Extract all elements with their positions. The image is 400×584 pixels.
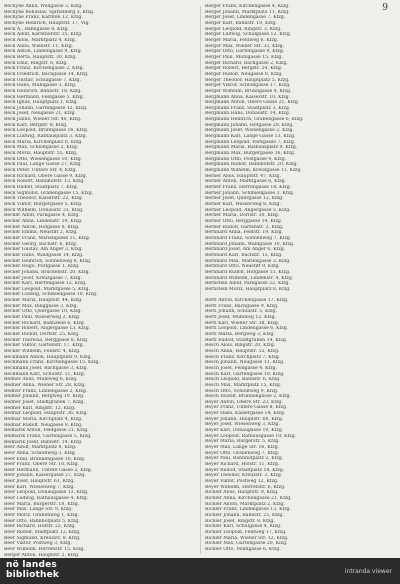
directory-entry: Bergmann Otto, Postgasse 4, Kfzg. — [205, 156, 287, 162]
directory-entry: Berner Franz, Herrengasse 18, Kfzg. — [205, 185, 292, 190]
directory-entry: Becker Theresia, Berggasse 8, Kfzg. — [4, 337, 89, 343]
directory-entry: Berner Otto, Berggasse 14, Kfzg. — [205, 218, 283, 224]
directory-entry: Bergmann Hans, Donaustr. 14, Kfzg. — [205, 111, 291, 117]
directory-entry: Beer Hermann, Untere Gasse 2, Kfzg. — [4, 467, 93, 473]
directory-entry: Beer Viktor, Postweg 3, Kfzg. — [4, 541, 72, 547]
directory-entry: Bednar Leopold, Hauptstr. 36, Kfzg. — [4, 411, 88, 417]
directory-entry: Bedner Anna, Wiener Str. 28, Kfzg. — [4, 382, 86, 388]
directory-entry: Beer Richard, Hofstr. 22, Kfzg. — [4, 524, 76, 530]
directory-entry: Bergmann Josef, Wiesengasse 2, Kfzg. — [205, 128, 295, 134]
directory-entry: Beck Anna, Wienstr. 11, Kfzg. — [4, 43, 74, 49]
directory-entry: Besch Karl, Gartengasse 18, Kfzg. — [205, 371, 285, 377]
directory-entry: Berger Otto, Gartengasse 9, Kfzg. — [205, 49, 285, 55]
directory-entry: Bichler Johann, Bahnstr. 25, Kfzg. — [205, 512, 284, 518]
directory-entry: Beck Hermann, Feldgasse 5, Kfzg. — [4, 94, 85, 100]
page-number: 9 — [382, 3, 388, 13]
directory-entry: Beck Anton, Lindengasse 9, Kfzg. — [4, 49, 83, 55]
directory-entry: Beck Wilhelm, Donaustr. 31, Kfzg. — [4, 207, 84, 213]
directory-entry: Besch Rudolf, Brunnengasse 2, Kfzg. — [205, 394, 291, 400]
directory-entry: Beer Johann, Kaisergasse 27, Kfzg. — [4, 473, 86, 479]
directory-entry: Bichler Anton, Marktplatz 2, Kfzg. — [205, 501, 285, 507]
logo-line-2: bibliothek — [6, 570, 60, 580]
directory-entry: Besch Johann, Neugasse 11, Kfzg. — [205, 360, 285, 366]
directory-entry: Becker Emma, Neustift 2, Kfzg. — [4, 230, 78, 236]
directory-entry: Beyer Anton, Obere Str. 23, Kfzg. — [205, 399, 283, 405]
directory-entry: Bertl Maria, Bergweg 3, Kfzg. — [205, 331, 275, 337]
directory-entry: Beck Max, Schloßgasse 2, Kfzg. — [4, 145, 79, 151]
directory-entry: Bednarik Franz, Gartengasse 5, Kfzg. — [4, 433, 92, 439]
directory-entry: Beck A., Bahngasse 8, Kfzg. — [4, 26, 70, 32]
directory-entry: Beck Hans, Mühlgasse 3, Kfzg. — [4, 83, 77, 89]
directory-column-right-lower — [205, 298, 395, 553]
directory-entry: Bechyně Heinrich, Hauptstr. 17, Vlg. — [4, 20, 90, 26]
directory-entry: Berger Robert, Bergstr. 24, Kfzg. — [205, 66, 283, 72]
directory-entry: Bergmann Johann, Hofgasse 28, Kfzg. — [205, 122, 294, 128]
directory-entry: Bednarik Josef, Bahnstr. 14, Kfzg. — [4, 439, 83, 445]
directory-entry: Bernhard Otto, Neustift 9, Kfzg. — [205, 264, 280, 270]
directory-entry: Becker Karl, Herrengasse 12, Kfzg. — [4, 281, 87, 287]
directory-entry: Bichler Otto, Mühlgasse 6, Kfzg. — [205, 546, 281, 552]
directory-entry: Bichler Maria, Wiener Str. 12, Kfzg. — [205, 535, 289, 541]
directory-entry: Bertl Franz, Bachgasse 9, Kfzg. — [205, 303, 279, 309]
directory-entry: Bichler Max, Gartengasse 20, Kfzg. — [205, 541, 288, 547]
directory-entry: Beck Julius, Wiener Str. 40, Kfzg. — [4, 117, 82, 123]
directory-entry: Bernhard Josef, Am Anger 6, Kfzg. — [205, 247, 286, 253]
directory-entry: Bednar Maria, Kirchplatz 4, Kfzg. — [4, 416, 83, 422]
directory-column-left — [4, 4, 194, 558]
directory-entry: Beckmann Josef, Bachgasse 3, Kfzg. — [4, 366, 89, 371]
directory-entry: Beck Berta, Hauptstr. 30, Kfzg. — [4, 54, 77, 60]
directory-entry: Bergmann Wilhelm, Kreuzgasse 11, Kfzg. — [205, 168, 302, 174]
directory-entry: Beckmann Anton, Hauptplatz 9, Kfzg. — [4, 354, 92, 360]
directory-entry: Bednar Rudolf, Neugasse 9, Kfzg. — [4, 422, 83, 428]
directory-entry: Becker Anton, Hofgasse 8, Kfzg. — [4, 224, 80, 230]
directory-entry: Becker Josef, Kreuzgasse 7, Kfzg. — [4, 275, 83, 281]
directory-entry: Bertl Karl, Wiener Str. 38, Kfzg. — [205, 320, 280, 326]
directory-entry: Beck Johann, Gartengasse 12, Kfzg. — [4, 105, 88, 111]
directory-entry: Beer Wilhelm, Herrenstr. 15, Kfzg. — [4, 547, 85, 552]
directory-entry: Beck Richard, Obere Gasse 9, Kfzg. — [4, 173, 88, 179]
directory-entry: Becker Maria, Hauptstr. 44, Kfzg. — [4, 298, 83, 304]
directory-entry: Bergmann Max, Bürgergasse 16, Kfzg. — [205, 151, 296, 157]
directory-entry: Becker Gustav, Am Anger 3, Kfzg. — [4, 247, 83, 253]
directory-entry: Bergmann Karl, Lange Gasse 13, Kfzg. — [205, 134, 296, 140]
directory-entry: Berner Johann, Schmiedgasse 3, Kfzg. — [205, 190, 295, 196]
directory-entry: Berner Anton, Marktgasse 6, Kfzg. — [205, 179, 287, 185]
directory-entry: Berger Max, Wiener Str. 33, Kfzg. — [205, 43, 285, 49]
directory-entry: Beer Karl, Wiesenweg 7, Kfzg. — [4, 484, 75, 490]
directory-entry: Bertl Rudolf, Stadtgraben 14, Kfzg. — [205, 337, 288, 343]
directory-entry: Becker Richard, Bahnzeile 6, Kfzg. — [4, 320, 86, 326]
directory-entry: Bernhard Franz, Sonnenweg 7, Kfzg. — [205, 235, 292, 241]
directory-entry: Beck Viktor, Bürgergasse 5, Kfzg. — [4, 201, 83, 207]
directory-entry: Bichler Alois, Hauptstr. 9, Kfzg. — [205, 490, 279, 496]
directory-entry: Beck Gustav, Schulgasse 7, Kfzg. — [4, 77, 81, 83]
directory-entry: Bernhard Johann, Waldgasse 10, Kfzg. — [205, 241, 295, 247]
directory-entry: Beck Moriz, Hauptstr. 55, Kfzg. — [4, 151, 78, 157]
directory-entry: Berger Theodor, Hauptplatz 5, Kfzg. — [205, 77, 290, 83]
directory-entry: Berner Rudolf, Gartenstr. 2, Kfzg. — [205, 224, 284, 230]
directory-entry: Bergmann Anna, Kaiserstr. 10, Kfzg. — [205, 94, 291, 100]
directory-entry: Berger Richard, Bachgasse 2, Kfzg. — [205, 60, 288, 66]
directory-entry: Beer Franz, Obere Str. 16, Kfzg. — [4, 462, 80, 468]
directory-entry: Berger Rudolf, Neugasse 8, Kfzg. — [205, 71, 283, 77]
directory-entry: Beer Adolf, Marktplatz 8, Kfzg. — [4, 445, 77, 451]
directory-entry: Beyer Wilhelm, Herrenstr. 6, Kfzg. — [205, 484, 286, 490]
directory-entry: Bedner Johann, Bergweg 19, Kfzg. — [4, 394, 85, 400]
directory-entry: Beck Theodor, Kaiserstr. 22, Kfzg. — [4, 196, 84, 202]
directory-entry: Bichler Franz, Lindengasse 13, Kfzg. — [205, 507, 292, 513]
directory-entry: Beck Alois, Marktplatz 4, Kfzg. — [4, 37, 77, 43]
directory-entry: Beck Emil, Ringstr. 6, Kfzg. — [4, 60, 68, 66]
directory-entry: Beyer Johann, Hauptstr. 68, Kfzg. — [205, 416, 284, 422]
directory-entry: Bechyně Anna, Wollgasse 3, Kfzg. — [4, 4, 83, 9]
directory-entry: Beer Otto, Bahnhofplatz 5, Kfzg. — [4, 518, 80, 524]
directory-entry: Berger Wilhelm, Brunngasse 4, Kfzg. — [205, 88, 292, 94]
directory-entry: Becker Heinrich, Sonnenweg 9, Kfzg. — [4, 258, 92, 264]
directory-entry: Becker Max, Ringgasse 3, Kfzg. — [4, 303, 78, 309]
logo-line-1: nö landes — [6, 560, 57, 570]
directory-entry: Becker Rudolf, Dorfstr. 25, Kfzg. — [4, 332, 80, 338]
directory-entry: Beyer Rudolf, Stadtplatz 18, Kfzg. — [205, 467, 285, 473]
directory-entry: Beck Leopold, Brunngasse 16, Kfzg. — [4, 128, 89, 134]
directory-entry: Beer Maria, Bürgerstr. 18, Kfzg. — [4, 501, 80, 507]
directory-entry: Bergmann Maria, Rathausplatz 9, Kfzg. — [205, 145, 298, 151]
directory-entry: Berger Maria, Feldweg 6, Kfzg. — [205, 37, 279, 43]
directory-entry: Beyer Max, Lange Str. 16, Kfzg. — [205, 445, 280, 451]
directory-entry: Bichler Anna, Kirchengasse 21, Kfzg. — [205, 495, 292, 501]
directory-entry: Bedner Franz, Lindengasse 2, Kfzg. — [4, 388, 88, 394]
directory-entry: Berner Karl, Wasserweg 8, Kfzg. — [205, 201, 281, 207]
directory-entry: Besch Otto, Schloßweg 9, Kfzg. — [205, 388, 279, 394]
directory-entry: Bernhard Rudolf, Hofgasse 15, Kfzg. — [205, 269, 291, 275]
directory-entry: Becker Ludwig, Schmiedgasse 18, Kfzg. — [4, 292, 98, 298]
directory-entry: Bechyně Franz, Kärnten 12, Kfzg. — [4, 15, 83, 21]
directory-entry: Berger Franz, Kirchengasse 4, Kfzg. — [205, 4, 290, 9]
directory-entry: Beck Heinrich, Bahnstr. 18, Kfzg. — [4, 88, 82, 94]
directory-entry: Bernhard Max, Mariengasse 3, Kfzg. — [205, 258, 291, 264]
directory-entry: Beyer Leopold, Rathausgasse 10, Kfzg. — [205, 433, 297, 439]
directory-entry: Besch Franz, Kirchplatz 7, Kfzg. — [205, 354, 281, 360]
directory-entry: Beck Friedrich, Bachgasse 14, Kfzg. — [4, 71, 89, 77]
directory-entry: Beck Ludwig, Rathausplatz 3, Kfzg. — [4, 134, 87, 140]
directory-entry: Bergmann Leopold, Parkgasse 7, Kfzg. — [205, 139, 296, 145]
directory-entry: Bichler Leopold, Feldweg 17, Kfzg. — [205, 529, 287, 535]
directory-entry: Bergmann Rudolf, Bahnhofstr. 20, Kfzg. — [205, 162, 298, 168]
directory-entry: Besch Alois, Ringstr. 20, Kfzg. — [205, 343, 276, 349]
directory-entry: Beyer Hans, Kaisergasse 14, Kfzg. — [205, 411, 286, 417]
directory-entry: Besch Anna, Hauptstr. 52, Kfzg. — [205, 348, 280, 354]
directory-entry: Becker Hans, Waldgasse 14, Kfzg. — [4, 252, 84, 258]
directory-entry: Beck Sigmund, Grabengasse 15, Kfzg. — [4, 190, 94, 196]
directory-entry: Beckmann Karl, Schulstr. 11, Kfzg. — [4, 371, 86, 377]
directory-entry: Bernstein Moriz, Hauptplatz 8, Kfzg. — [205, 286, 291, 292]
directory-entry: Beyer Franz, Untere Gasse 8, Kfzg. — [205, 405, 288, 411]
directory-entry: Becker Leopold, Marktgasse 5, Kfzg. — [4, 286, 91, 292]
directory-entry: Bedner Karl, Ringstr. 12, Kfzg. — [4, 405, 76, 411]
directory-entry: Berger Johann, Marktplatz 11, Kfzg. — [205, 9, 290, 15]
directory-entry: Becker Adolf, Parkgasse 4, Kfzg. — [4, 213, 80, 219]
directory-entry: Beer Ludwig, Rathausgasse 4, Kfzg. — [4, 496, 89, 502]
directory-entry: Berger Leopold, Ringstr. 3, Kfzg. — [205, 26, 282, 32]
directory-entry: Becker Otto, Quergasse 10, Kfzg. — [4, 309, 82, 315]
library-logo[interactable] — [6, 561, 59, 580]
directory-entry: Bichler Josef, Ringstr. 8, Kfzg. — [205, 518, 275, 524]
directory-entry: Beer Anna, Schloßweg 3, Kfzg. — [4, 450, 77, 456]
directory-entry: Becker Hugo, Postgasse 1, Kfzg. — [4, 264, 80, 270]
directory-entry: Beer Max, Lange Str. 9, Kfzg. — [4, 507, 73, 513]
directory-column-right-upper — [205, 4, 395, 292]
directory-entry: Bechyně Bohuslav, Spittelberg 3, Kfzg. — [4, 9, 95, 15]
directory-entry: Bergmann Anton, Obere Gasse 21, Kfzg. — [205, 100, 300, 106]
directory-entry: Berger Viktor, Schloßgasse 17, Kfzg. — [205, 83, 291, 89]
directory-entry: Becker Anna, Lindenstr. 19, Kfzg. — [4, 218, 83, 224]
directory-entry: Bergmann Franz, Stadtplatz 3, Kfzg. — [205, 105, 291, 111]
directory-entry: Beck Otto, Wiesengasse 10, Kfzg. — [4, 156, 83, 162]
directory-entry: Beyer Otto, Grabenweg 7, Kfzg. — [205, 450, 280, 456]
directory-entry: Beck Peter, Untere Str. 4, Kfzg. — [4, 168, 77, 174]
directory-entry: Bednarik Anton, Feldgasse 21, Kfzg. — [4, 428, 89, 434]
directory-entry: Beer Sigmund, Kreuzstr. 8, Kfzg. — [4, 535, 81, 541]
directory-entry: Becker Johann, Brückenstr. 20, Kfzg. — [4, 269, 91, 275]
directory-entry: Berger Karl, Bahnstr. 19, Kfzg. — [205, 20, 277, 26]
directory-entry: Beck Josef, Neugasse 21, Kfzg. — [4, 111, 77, 117]
directory-entry: Besch Max, Marktplatz 15, Kfzg. — [205, 382, 282, 388]
directory-entry: Beck Rudolf, Stadtplatz 7, Kfzg. — [4, 185, 79, 190]
directory-entry: Becker Franz, Mariengasse 11, Kfzg. — [4, 235, 91, 241]
directory-entry: Beyer Josef, Wiesenweg 3, Kfzg. — [205, 422, 280, 428]
directory-entry: Berger Josef, Lindengasse 7, Kfzg. — [205, 15, 286, 21]
directory-entry: Beer Rudolf, Stadtplatz 12, Kfzg. — [4, 530, 81, 536]
directory-entry: Bernstein Adolf, Parkgasse 22, Kfzg. — [205, 281, 290, 287]
column-divider — [200, 6, 201, 554]
directory-entry: Bertl Johann, Schulstr. 5, Kfzg. — [205, 309, 277, 315]
directory-entry: Beyer Viktor, Postweg 12, Kfzg. — [205, 479, 279, 484]
directory-entry: Bedner Josef, Stadtgraben 7, Kfzg. — [4, 399, 85, 405]
directory-entry: Beyer Maria, Bürgerstr. 5, Kfzg. — [205, 439, 280, 445]
viewer-footer — [0, 558, 400, 584]
directory-entry: Beck Ignaz, Hauptplatz 1, Kfzg. — [4, 100, 78, 106]
directory-entry: Bertl Anton, Kirchengasse 17, Kfzg. — [205, 298, 289, 303]
directory-entry: Beck Franz, Kirchengasse 2, Kfzg. — [4, 66, 85, 72]
directory-entry: Beyer Karl, Donaugasse 19, Kfzg. — [205, 428, 284, 434]
directory-entry: Besch Leopold, Bahnstr. 6, Kfzg. — [205, 377, 281, 383]
directory-entry: Berner Leopold, Angergasse 5, Kfzg. — [205, 207, 291, 213]
directory-entry: Bichler Karl, Schulgasse 4, Kfzg. — [205, 524, 282, 530]
directory-entry: Beer Emil, Brunnengasse 10, Kfzg. — [4, 456, 86, 462]
directory-entry: Bernhard Anna, Feldstr. 19, Kfzg. — [205, 230, 284, 236]
directory-entry: Bergmann Heinrich, Grabengasse 6, Kfzg. — [205, 117, 304, 123]
directory-entry: Berger Paul, Mühlgasse 15, Kfzg. — [205, 54, 283, 60]
directory-entry: Becker Robert, Angergasse 13, Kfzg. — [4, 326, 91, 332]
directory-entry: Berner Maria, Dorfstr. 30, Kfzg. — [205, 213, 280, 219]
directory-entry: Berger Ludwig, Schulgasse 12, Kfzg. — [205, 32, 292, 38]
directory-entry: Becker Paul, Wasserweg 2, Kfzg. — [4, 315, 81, 321]
directory-entry: Bernhard Karl, Bachstr. 13, Kfzg. — [205, 252, 283, 258]
directory-entry: Berner Alois, Hauptstr. 47, Kfzg. — [205, 173, 281, 179]
directory-entry: Beck Adolf, Kärntnerstr. 25, Kfzg. — [4, 32, 83, 38]
directory-entry: Beck Karl, Bergstr. 8, Kfzg. — [4, 122, 68, 128]
directory-entry: Beyer Richard, Hofstr. 11, Kfzg. — [205, 462, 280, 468]
directory-entry: Becker Georg, Bachstr. 6, Kfzg. — [4, 241, 78, 247]
directory-entry: Beer Moriz, Grabenweg 1, Kfzg. — [4, 513, 80, 519]
directory-entry: Beck Paul, Lange Gasse 27, Kfzg. — [4, 162, 82, 168]
directory-entry: Bertl Josef, Mühlweg 12, Kfzg. — [205, 314, 277, 320]
directory-entry: Beer Leopold, Donaugasse 13, Kfzg. — [4, 490, 89, 496]
viewer-label: intranda viewer — [344, 568, 392, 575]
directory-entry: Berger Anton, Hauptstr. 2, Kfzg. — [4, 552, 80, 558]
directory-entry: Beer Josef, Hauptstr. 61, Kfzg. — [4, 479, 75, 485]
directory-entry: Berner Josef, Quergasse 12, Kfzg. — [205, 196, 284, 202]
directory-entry: Besch Josef, Feldgasse 4, Kfzg. — [205, 365, 278, 371]
directory-entry: Bertl Leopold, Lindengasse 6, Kfzg. — [205, 326, 289, 332]
directory-entry: Beck Maria, Kirchenplatz 6, Kfzg. — [4, 139, 83, 145]
directory-entry: Beyer Paul, Bahnhofplatz 2, Kfzg. — [205, 456, 284, 462]
directory-entry: Beckmann Franz, Kirchengasse 15, Kfzg. — [4, 360, 100, 366]
directory-entry: Beck Robert, Bahnhofstr. 13, Kfzg. — [4, 179, 85, 185]
directory-entry: Bedner Alois, Mühlweg 6, Kfzg. — [4, 377, 78, 383]
directory-entry: Becker Wilhelm, Feldstr. 4, Kfzg. — [4, 349, 81, 355]
directory-entry: Becker Viktor, Gartenstr. 17, Kfzg. — [4, 343, 85, 349]
directory-entry: Beyer Theodor, Kreuzstr. 3, Kfzg. — [205, 473, 283, 479]
directory-entry: Bernhard Wilhelm, Lindenstr. 4, Kfzg. — [205, 275, 294, 281]
